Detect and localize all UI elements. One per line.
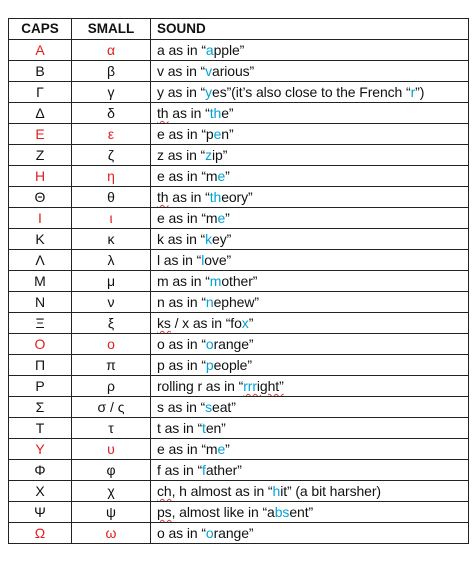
capital-letter: Τ	[9, 418, 72, 439]
highlighted-sound: rrr	[243, 378, 257, 394]
sound-description	[151, 250, 469, 271]
highlighted-sound: x	[241, 315, 249, 331]
sound-description	[151, 376, 469, 397]
small-letter: η	[72, 166, 151, 187]
highlighted-sound: e	[217, 210, 226, 226]
sound-description	[151, 166, 469, 187]
table-row	[9, 460, 469, 481]
highlighted-sound: f	[202, 462, 206, 478]
sound-text: / x as in “fo	[170, 315, 242, 331]
sound-text: ight”	[256, 378, 284, 394]
small-letter: β	[72, 61, 151, 82]
sound-text: s as in “	[157, 399, 206, 415]
capital-letter: Ζ	[9, 145, 72, 166]
sound-text: , h almost as in “	[171, 483, 273, 499]
table-row	[9, 439, 469, 460]
capital-letter: Δ	[9, 103, 72, 124]
capital-letter: Μ	[9, 271, 72, 292]
capital-letter: Ι	[9, 208, 72, 229]
capital-letter: Φ	[9, 460, 72, 481]
sound-text: n as in “	[157, 294, 206, 310]
table-row	[9, 208, 469, 229]
table-row	[9, 187, 469, 208]
capital-letter: Ν	[9, 292, 72, 313]
small-letter: ρ	[72, 376, 151, 397]
table-row	[9, 82, 469, 103]
sound-description	[151, 313, 469, 334]
small-letter: γ	[72, 82, 151, 103]
sound-description	[151, 502, 469, 523]
greek-alphabet-table	[8, 18, 469, 544]
table-row	[9, 481, 469, 502]
sound-text: z as in “	[157, 147, 206, 163]
sound-text: ”	[225, 210, 230, 226]
small-letter: ι	[72, 208, 151, 229]
small-letter: χ	[72, 481, 151, 502]
highlighted-sound: s	[205, 399, 213, 415]
highlighted-sound: e	[217, 441, 226, 457]
sound-description	[151, 292, 469, 313]
table-row	[9, 250, 469, 271]
sound-description	[151, 334, 469, 355]
highlighted-sound: o	[205, 336, 214, 352]
capital-letter: Β	[9, 61, 72, 82]
sound-description	[151, 481, 469, 502]
sound-description	[151, 271, 469, 292]
capital-letter: Ω	[9, 523, 72, 544]
sound-description	[151, 460, 469, 481]
highlighted-sound: o	[205, 525, 214, 541]
small-letter: ω	[72, 523, 151, 544]
header-sound: SOUND	[151, 19, 469, 40]
sound-text: e as in “m	[157, 210, 218, 226]
sound-text: l as in “	[157, 252, 202, 268]
sound-description	[151, 124, 469, 145]
highlighted-sound: v	[205, 63, 213, 79]
sound-description	[151, 82, 469, 103]
highlighted-sound: n	[205, 294, 214, 310]
sound-text: es”(it’s also close to the French “	[212, 84, 411, 100]
table-row	[9, 145, 469, 166]
highlighted-sound: th	[209, 189, 222, 205]
capital-letter: Ο	[9, 334, 72, 355]
sound-text: o as in “	[157, 336, 206, 352]
capital-letter: Π	[9, 355, 72, 376]
small-letter: ν	[72, 292, 151, 313]
table-row	[9, 523, 469, 544]
capital-letter: Η	[9, 166, 72, 187]
capital-letter: Γ	[9, 82, 72, 103]
small-letter: θ	[72, 187, 151, 208]
table-row	[9, 40, 469, 61]
header-row	[9, 19, 469, 40]
sound-text: ephew”	[213, 294, 259, 310]
small-letter: τ	[72, 418, 151, 439]
small-letter: ζ	[72, 145, 151, 166]
table-row	[9, 313, 469, 334]
highlighted-sound: r	[410, 84, 416, 100]
sound-text: eat”	[212, 399, 236, 415]
sound-text: v as in “	[157, 63, 206, 79]
small-letter: π	[72, 355, 151, 376]
sound-text: e as in “m	[157, 441, 218, 457]
table-row	[9, 229, 469, 250]
sound-description	[151, 103, 469, 124]
capital-letter: Λ	[9, 250, 72, 271]
small-letter: δ	[72, 103, 151, 124]
sound-text: ey”	[212, 231, 232, 247]
sound-text: t as in “	[157, 420, 203, 436]
table-row	[9, 271, 469, 292]
sound-text: , almost like in “a	[171, 504, 275, 520]
highlighted-sound: m	[209, 273, 222, 289]
table-row	[9, 376, 469, 397]
table-row	[9, 334, 469, 355]
table-row	[9, 166, 469, 187]
sound-text: e as in “m	[157, 168, 218, 184]
highlighted-sound: k	[205, 231, 213, 247]
highlighted-sound: e	[213, 126, 222, 142]
sound-text: ove”	[204, 252, 232, 268]
sound-description	[151, 523, 469, 544]
sound-text: ent”	[289, 504, 314, 520]
sound-text: a as in “	[157, 42, 206, 58]
sound-text: f as in “	[157, 462, 203, 478]
small-letter: υ	[72, 439, 151, 460]
small-letter: ψ	[72, 502, 151, 523]
capital-letter: Α	[9, 40, 72, 61]
small-letter: ο	[72, 334, 151, 355]
table-row	[9, 124, 469, 145]
sound-text: th	[157, 105, 169, 121]
highlighted-sound: t	[202, 420, 206, 436]
highlighted-sound: e	[217, 168, 226, 184]
sound-text: th	[157, 189, 169, 205]
sound-text: ch	[157, 483, 172, 499]
sound-description	[151, 229, 469, 250]
table-row	[9, 355, 469, 376]
sound-text: rolling r as in “	[157, 378, 244, 394]
sound-description	[151, 40, 469, 61]
sound-description	[151, 439, 469, 460]
sound-text: e as in “p	[157, 126, 214, 142]
sound-text: ”)	[415, 84, 425, 100]
sound-text: ps	[157, 504, 172, 520]
capital-letter: Ε	[9, 124, 72, 145]
sound-text: range”	[213, 525, 254, 541]
small-letter: φ	[72, 460, 151, 481]
sound-text: it” (a bit harsher)	[280, 483, 381, 499]
sound-text: m as in “	[157, 273, 210, 289]
highlighted-sound: l	[201, 252, 205, 268]
sound-text: as in “	[168, 105, 210, 121]
small-letter: ξ	[72, 313, 151, 334]
sound-description	[151, 355, 469, 376]
highlighted-sound: bs	[274, 504, 290, 520]
table-row	[9, 103, 469, 124]
sound-description	[151, 145, 469, 166]
capital-letter: Χ	[9, 481, 72, 502]
sound-description	[151, 418, 469, 439]
sound-text: ”	[225, 168, 230, 184]
sound-text: en”	[205, 420, 226, 436]
table-row	[9, 418, 469, 439]
sound-text: arious”	[212, 63, 255, 79]
capital-letter: Ρ	[9, 376, 72, 397]
highlighted-sound: z	[205, 147, 213, 163]
capital-letter: Θ	[9, 187, 72, 208]
sound-text: o as in “	[157, 525, 206, 541]
capital-letter: Σ	[9, 397, 72, 418]
header-small: SMALL	[72, 19, 151, 40]
capital-letter: Ψ	[9, 502, 72, 523]
capital-letter: Ξ	[9, 313, 72, 334]
small-letter: λ	[72, 250, 151, 271]
sound-text: e”	[221, 105, 234, 121]
sound-text: ks	[157, 315, 171, 331]
sound-text: ”	[225, 441, 230, 457]
sound-text: p as in “	[157, 357, 206, 373]
sound-text: eople”	[213, 357, 252, 373]
sound-text: n”	[221, 126, 234, 142]
table-row	[9, 397, 469, 418]
capital-letter: Κ	[9, 229, 72, 250]
sound-description	[151, 61, 469, 82]
sound-text: eory”	[221, 189, 253, 205]
sound-text: other”	[221, 273, 258, 289]
sound-text: ip”	[212, 147, 228, 163]
sound-text: pple”	[213, 42, 245, 58]
sound-text: as in “	[168, 189, 210, 205]
highlighted-sound: y	[205, 84, 213, 100]
highlighted-sound: a	[205, 42, 214, 58]
table-row	[9, 61, 469, 82]
table-row	[9, 502, 469, 523]
sound-description	[151, 187, 469, 208]
sound-text: range”	[213, 336, 254, 352]
small-letter: α	[72, 40, 151, 61]
small-letter: κ	[72, 229, 151, 250]
small-letter: σ / ς	[72, 397, 151, 418]
small-letter: ε	[72, 124, 151, 145]
table-row	[9, 292, 469, 313]
sound-description	[151, 208, 469, 229]
sound-text: k as in “	[157, 231, 206, 247]
sound-text: ”	[248, 315, 254, 331]
small-letter: μ	[72, 271, 151, 292]
sound-text: y as in “	[157, 84, 206, 100]
capital-letter: Υ	[9, 439, 72, 460]
header-caps: CAPS	[9, 19, 72, 40]
highlighted-sound: th	[209, 105, 222, 121]
sound-description	[151, 397, 469, 418]
highlighted-sound: p	[205, 357, 214, 373]
highlighted-sound: h	[272, 483, 281, 499]
sound-text: ather”	[205, 462, 242, 478]
